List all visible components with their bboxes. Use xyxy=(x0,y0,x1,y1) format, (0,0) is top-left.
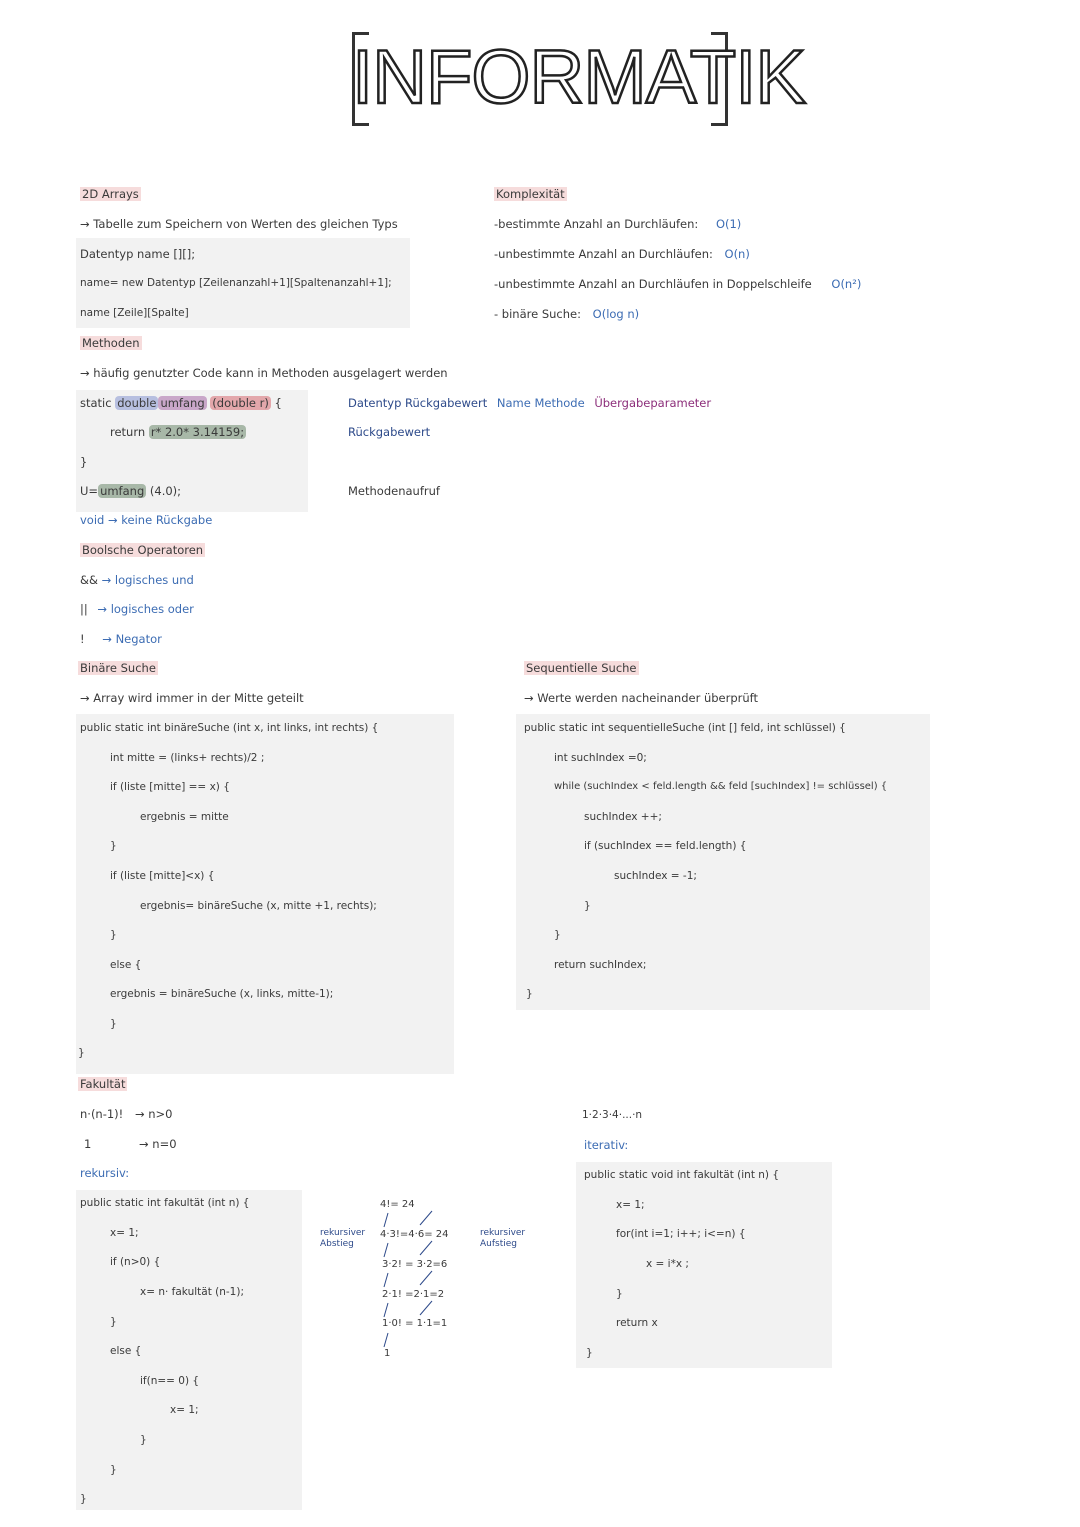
arrays-heading: 2D Arrays xyxy=(82,187,139,201)
sequenz-code-2: int suchIndex =0; xyxy=(554,752,647,764)
recursion-arrows xyxy=(360,1195,470,1365)
binaer-code-3: if (liste [mitte] == x) { xyxy=(110,781,230,793)
iterativ-code-1: public static void int fakultät (int n) { xyxy=(584,1169,780,1181)
sequenz-code-9: return suchIndex; xyxy=(554,959,647,971)
binaer-heading: Binäre Suche xyxy=(80,661,156,675)
abstieg-label: rekursiver Abstieg xyxy=(320,1228,366,1249)
title-frame xyxy=(352,32,806,124)
methoden-call: U= umfang (4.0); xyxy=(80,484,182,498)
rekursiv-code-11: } xyxy=(80,1493,87,1505)
rekursiv-code-6: else { xyxy=(110,1345,142,1357)
diagram-step-1: 4!= 24 xyxy=(380,1199,415,1210)
methoden-label-rueckgabewert: Rückgabewert xyxy=(348,425,431,439)
binaer-code-2: int mitte = (links+ rechts)/2 ; xyxy=(110,752,265,764)
binaer-code-5: } xyxy=(110,840,117,852)
methoden-labels: Datentyp Rückgabewert Name Methode Übergabeparameter xyxy=(348,396,712,410)
diagram-step-2: 4·3!=4·6= 24 xyxy=(380,1229,449,1240)
methoden-close-brace: } xyxy=(80,455,88,469)
iterativ-sequence: 1·2·3·4·...·n xyxy=(582,1109,643,1121)
fakultaet-formula-1: n·(n-1)! → n>0 xyxy=(80,1107,173,1121)
rekursiv-label: rekursiv: xyxy=(80,1166,130,1180)
methoden-void-note: void → keine Rückgabe xyxy=(80,513,213,527)
binaer-code-7: ergebnis= binäreSuche (x, mitte +1, rechts); xyxy=(140,900,377,912)
diagram-step-3: 3·2! = 3·2=6 xyxy=(382,1259,448,1270)
aufstieg-label: rekursiver Aufstieg xyxy=(480,1228,526,1249)
fakultaet-formula-2: 1 → n=0 xyxy=(84,1137,177,1151)
iterativ-code-3: for(int i=1; i++; i<=n) { xyxy=(616,1228,746,1240)
komplex-line-1: -bestimmte Anzahl an Durchläufen: O(1) xyxy=(494,217,742,231)
iterativ-code-box xyxy=(576,1162,832,1368)
sequenz-code-5: if (suchIndex == feld.length) { xyxy=(584,840,747,852)
page-title: INFORMATIK xyxy=(352,35,806,120)
binaer-code-1: public static int binäreSuche (int x, int links, int rechts) { xyxy=(80,722,379,734)
arrays-line-2: name= new Datentyp [Zeilenanzahl+1][Spaltenanzahl+1]; xyxy=(80,277,392,289)
rekursiv-code-7: if(n== 0) { xyxy=(140,1375,200,1387)
diagram-step-4: 2·1! =2·1=2 xyxy=(382,1289,445,1300)
komplex-line-4: - binäre Suche: O(log n) xyxy=(494,307,640,321)
bool-or: || → logisches oder xyxy=(80,602,194,616)
rekursiv-code-9: } xyxy=(140,1434,147,1446)
sequenz-code-1: public static int sequentielleSuche (int [] feld, int schlüssel) { xyxy=(524,722,846,734)
sequenz-code-3: while (suchIndex < feld.length && feld [suchIndex] != schlüssel) { xyxy=(554,781,888,792)
rekursiv-code-4: x= n· fakultät (n-1); xyxy=(140,1286,245,1298)
binaer-code-box xyxy=(76,714,454,1074)
binaer-code-11: } xyxy=(110,1018,117,1030)
arrays-description: → Tabelle zum Speichern von Werten des gleichen Typs xyxy=(80,217,398,231)
bool-heading: Boolsche Operatoren xyxy=(82,543,204,557)
iterativ-label: iterativ: xyxy=(584,1138,629,1152)
iterativ-code-4: x = i*x ; xyxy=(646,1258,689,1270)
methoden-label-aufruf: Methodenaufruf xyxy=(348,484,440,498)
iterativ-code-7: } xyxy=(586,1347,593,1359)
methoden-return: return r* 2.0* 3.14159; xyxy=(110,425,245,439)
methoden-heading: Methoden xyxy=(82,336,140,350)
arrays-line-1: Datentyp name [][]; xyxy=(80,247,196,261)
binaer-code-6: if (liste [mitte]<x) { xyxy=(110,870,215,882)
rekursiv-code-2: x= 1; xyxy=(110,1227,139,1239)
methoden-signature: static double umfang (double r) { xyxy=(80,396,282,410)
sequenz-heading: Sequentielle Suche xyxy=(526,661,637,675)
komplex-line-2: -unbestimmte Anzahl an Durchläufen: O(n) xyxy=(494,247,750,261)
rekursiv-code-5: } xyxy=(110,1316,117,1328)
bool-and: && → logisches und xyxy=(80,573,194,587)
fakultaet-heading: Fakultät xyxy=(80,1077,126,1091)
komplex-line-3: -unbestimmte Anzahl an Durchläufen in Doppelschleife O(n²) xyxy=(494,277,862,291)
rekursiv-code-10: } xyxy=(110,1464,117,1476)
rekursiv-code-3: if (n>0) { xyxy=(110,1256,161,1268)
sequenz-code-8: } xyxy=(554,929,561,941)
sequenz-code-6: suchIndex = -1; xyxy=(614,870,697,882)
binaer-code-10: ergebnis = binäreSuche (x, links, mitte-1); xyxy=(110,988,334,1000)
komplex-heading: Komplexität xyxy=(496,187,565,201)
binaer-code-4: ergebnis = mitte xyxy=(140,811,229,823)
iterativ-code-6: return x xyxy=(616,1317,658,1329)
binaer-code-8: } xyxy=(110,929,117,941)
sequenz-description: → Werte werden nacheinander überprüft xyxy=(524,691,759,705)
binaer-description: → Array wird immer in der Mitte geteilt xyxy=(80,691,304,705)
arrays-line-3: name [Zeile][Spalte] xyxy=(80,307,189,319)
rekursiv-code-1: public static int fakultät (int n) { xyxy=(80,1197,250,1209)
sequenz-code-7: } xyxy=(584,900,591,912)
rekursiv-code-8: x= 1; xyxy=(170,1404,199,1416)
diagram-step-5: 1·0! = 1·1=1 xyxy=(382,1318,448,1329)
sequenz-code-4: suchIndex ++; xyxy=(584,811,662,823)
diagram-step-6: 1 xyxy=(384,1348,391,1359)
binaer-code-9: else { xyxy=(110,959,142,971)
iterativ-code-5: } xyxy=(616,1288,623,1300)
sequenz-code-10: } xyxy=(526,988,533,1000)
iterativ-code-2: x= 1; xyxy=(616,1199,645,1211)
binaer-code-12: } xyxy=(78,1047,85,1059)
methoden-description: → häufig genutzter Code kann in Methoden ausgelagert werden xyxy=(80,366,448,380)
bool-not: ! → Negator xyxy=(80,632,162,646)
